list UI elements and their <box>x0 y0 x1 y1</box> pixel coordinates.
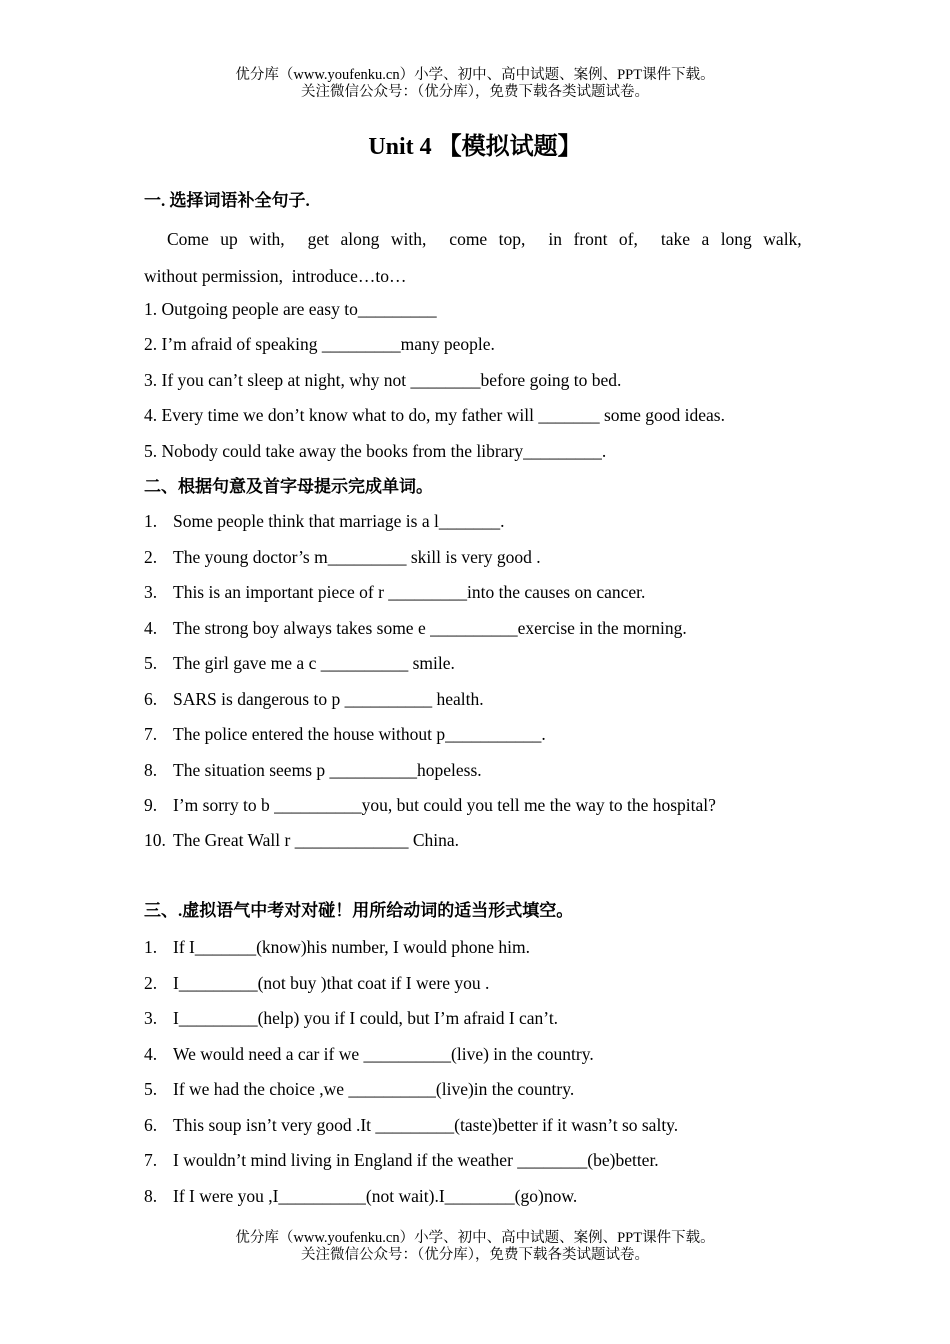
section-3-item <box>144 1114 678 1136</box>
page-header <box>0 67 950 101</box>
word-bank-phrase: in front of, <box>548 229 638 249</box>
section-1-item: 4. Every time we don’t know what to do, my father will _______ some good ideas. <box>144 405 725 425</box>
section-1-item: 5. Nobody could take away the books from the library_________. <box>144 441 607 461</box>
section-3-item <box>144 1185 577 1207</box>
item-number: 4. <box>144 618 158 638</box>
word-bank <box>144 221 806 295</box>
section-1-item: 3. If you can’t sleep at night, why not ________before going to bed. <box>144 370 622 390</box>
item-number: 2. <box>144 973 158 993</box>
item-text: We would need a car if we __________(live) in the country. <box>173 1044 594 1064</box>
word-bank-phrase: take a long walk, <box>660 229 802 249</box>
item-number: 6. <box>144 689 158 709</box>
item-number: 7. <box>144 1150 158 1170</box>
section-3-item <box>144 1007 558 1029</box>
item-text: The Great Wall r _____________ China. <box>173 830 459 850</box>
section-2-item <box>144 829 459 851</box>
section-2-item <box>144 510 504 532</box>
item-text: I_________(help) you if I could, but I’m afraid I can’t. <box>173 1008 559 1028</box>
item-text: I’m sorry to b __________you, but could you tell me the way to the hospital? <box>173 795 716 815</box>
section-3-item <box>144 972 489 994</box>
word-bank-phrase: Come up with, <box>166 229 285 249</box>
item-text: The situation seems p __________hopeless. <box>173 760 482 780</box>
word-bank-phrase: introduce…to… <box>291 266 407 286</box>
item-text: I_________(not buy )that coat if I were you . <box>173 973 490 993</box>
item-number: 5. <box>144 1079 158 1099</box>
item-number: 1. <box>144 937 158 957</box>
word-bank-phrase: without permission, <box>144 266 284 286</box>
item-number: 9. <box>144 795 158 815</box>
item-text: This is an important piece of r _________into the causes on cancer. <box>173 582 646 602</box>
item-text: If I_______(know)his number, I would phone him. <box>173 937 531 957</box>
item-text: The police entered the house without p___________. <box>173 724 546 744</box>
page-title: Unit 4 【模拟试题】 <box>368 134 582 160</box>
section-2-item <box>144 546 541 568</box>
item-text: I wouldn’t mind living in England if the weather ________(be)better. <box>173 1150 659 1170</box>
item-text: If we had the choice ,we __________(live)in the country. <box>173 1079 575 1099</box>
item-number: 3. <box>144 1008 158 1028</box>
item-text: Some people think that marriage is a l_______. <box>173 511 505 531</box>
item-number: 10. <box>144 830 166 850</box>
item-text: The strong boy always takes some e __________exercise in the morning. <box>173 618 687 638</box>
item-text: This soup isn’t very good .It _________(taste)better if it wasn’t so salty. <box>173 1115 679 1135</box>
section-2-item <box>144 794 716 816</box>
section-3-item <box>144 1149 659 1171</box>
item-number: 1. <box>144 511 158 531</box>
item-number: 6. <box>144 1115 158 1135</box>
item-text: The girl gave me a c __________ smile. <box>173 653 455 673</box>
item-number: 8. <box>144 760 158 780</box>
footer-line-1: 优分库（www.youfenku.cn）小学、初中、高中试题、案例、PPT课件下载。 <box>235 1230 715 1246</box>
section-3-item <box>144 936 530 958</box>
word-bank-phrase: get along with, <box>307 229 427 249</box>
section-1-heading: 一. 选择词语补全句子. <box>144 191 310 210</box>
section-2-item <box>144 759 482 781</box>
section-1-item: 2. I’m afraid of speaking _________many people. <box>144 334 495 354</box>
header-line-1: 优分库（www.youfenku.cn）小学、初中、高中试题、案例、PPT课件下载。 <box>235 67 715 83</box>
item-number: 2. <box>144 547 158 567</box>
item-text: If I were you ,I__________(not wait).I________(go)now. <box>173 1186 578 1206</box>
section-1-item: 1. Outgoing people are easy to_________ <box>144 299 437 319</box>
section-2-item <box>144 581 645 603</box>
item-number: 3. <box>144 582 158 602</box>
word-bank-phrase: come top, <box>449 229 526 249</box>
page-footer <box>0 1230 950 1264</box>
section-3-item <box>144 1078 574 1100</box>
section-2-heading: 二、根据句意及首字母提示完成单词。 <box>144 477 433 496</box>
item-number: 8. <box>144 1186 158 1206</box>
item-number: 7. <box>144 724 158 744</box>
section-2-item <box>144 688 484 710</box>
item-text: The young doctor’s m_________ skill is very good . <box>173 547 541 567</box>
item-number: 4. <box>144 1044 158 1064</box>
item-number: 5. <box>144 653 158 673</box>
item-text: SARS is dangerous to p __________ health. <box>173 689 484 709</box>
section-3-heading: 三、.虚拟语气中考对对碰！用所给动词的适当形式填空。 <box>144 901 574 920</box>
footer-line-2: 关注微信公众号：（优分库），免费下载各类试题试卷。 <box>301 1247 649 1263</box>
header-line-2: 关注微信公众号：（优分库），免费下载各类试题试卷。 <box>301 84 649 100</box>
section-2-item <box>144 617 687 639</box>
section-3-item <box>144 1043 594 1065</box>
section-2-item <box>144 723 546 745</box>
section-2-item <box>144 652 455 674</box>
